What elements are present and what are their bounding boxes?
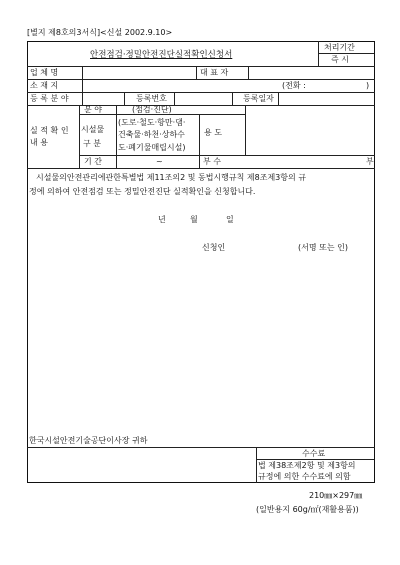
row-line xyxy=(27,92,375,93)
row-line xyxy=(27,79,375,80)
performance-label-1: 실 적 확 인 xyxy=(30,126,69,135)
paper-type: (일반용지 60g/㎡(재활용품)) xyxy=(256,505,359,514)
field-value: (점검·진단) xyxy=(132,105,172,114)
company-name-label: 업 체 명 xyxy=(30,68,59,77)
facility-types-3: 도·폐기물매립시설) xyxy=(118,143,186,152)
cell-divider xyxy=(196,66,197,79)
date-year: 년 xyxy=(158,215,166,224)
phone-open: (전화 : xyxy=(282,81,306,90)
period-label: 기 간 xyxy=(84,157,102,166)
usage-label: 용 도 xyxy=(204,128,222,137)
frame-top xyxy=(27,41,375,42)
processing-label: 처리기간 xyxy=(324,43,355,52)
facility-types-2: 건축물·하천·상하수 xyxy=(118,130,185,139)
statement-line-1: 시설물의안전관리에관한특별법 제11조의2 및 동법시행규칙 제8조제3항의 규 xyxy=(36,173,307,182)
facility-types-1: (도로·철도·항만·댐· xyxy=(118,118,186,127)
cell-divider xyxy=(278,92,279,105)
fee-line xyxy=(256,459,374,460)
frame-right xyxy=(374,41,375,483)
processing-value: 즉 시 xyxy=(331,55,349,64)
reg-date-label: 등록일자 xyxy=(243,94,274,103)
applicant-label: 신청인 xyxy=(202,243,226,252)
cell-divider xyxy=(245,105,246,155)
cell-divider xyxy=(199,114,200,168)
row-line xyxy=(79,155,375,156)
label-divider xyxy=(82,66,83,105)
fee-line-2: 규정에 의한 수수료에 의함 xyxy=(258,472,351,481)
fee-divider xyxy=(256,447,257,483)
paper-size: 210㎜×297㎜ xyxy=(309,491,363,500)
fee-label: 수수료 xyxy=(302,449,326,458)
date-month: 월 xyxy=(190,215,198,224)
facility-label-2: 구 분 xyxy=(83,139,101,148)
form-title: 안전점검·정밀안전진단실적확인신청서 xyxy=(90,50,233,60)
row-line xyxy=(27,66,375,67)
addressee: 한국시설안전기술공단이사장 귀하 xyxy=(29,436,148,445)
signature-label: (서명 또는 인) xyxy=(298,243,348,252)
copies-unit: 부 xyxy=(366,157,374,166)
period-separator: ~ xyxy=(156,157,163,166)
representative-label: 대 표 자 xyxy=(200,68,229,77)
row-line xyxy=(27,168,375,169)
fee-line-1: 법 제38조제2항 및 제3항의 xyxy=(258,461,356,470)
cell-divider xyxy=(124,92,125,105)
form-header: [별지 제8호의3서식]<신설 2002.9.10> xyxy=(27,28,173,37)
copies-label: 부 수 xyxy=(203,157,221,166)
date-day: 일 xyxy=(226,215,234,224)
frame-bottom xyxy=(27,482,375,483)
statement-line-2: 정에 의하여 안전점검 또는 정밀안전진단 실적확인을 신청합니다. xyxy=(29,187,256,196)
phone-close: ) xyxy=(366,81,370,90)
reg-number-label: 등록번호 xyxy=(136,94,167,103)
cell-divider xyxy=(248,66,249,79)
field-label: 분 야 xyxy=(84,105,102,114)
facility-label-1: 시설물 xyxy=(81,125,105,134)
cell-divider xyxy=(232,92,233,105)
row-line xyxy=(27,447,375,448)
cell-divider xyxy=(174,92,175,105)
performance-label-2: 내 용 xyxy=(30,138,48,147)
frame-left xyxy=(27,41,28,483)
reg-field-label: 등 록 분 야 xyxy=(30,94,69,103)
processing-mid-line xyxy=(318,53,374,54)
address-label: 소 재 지 xyxy=(30,81,59,90)
